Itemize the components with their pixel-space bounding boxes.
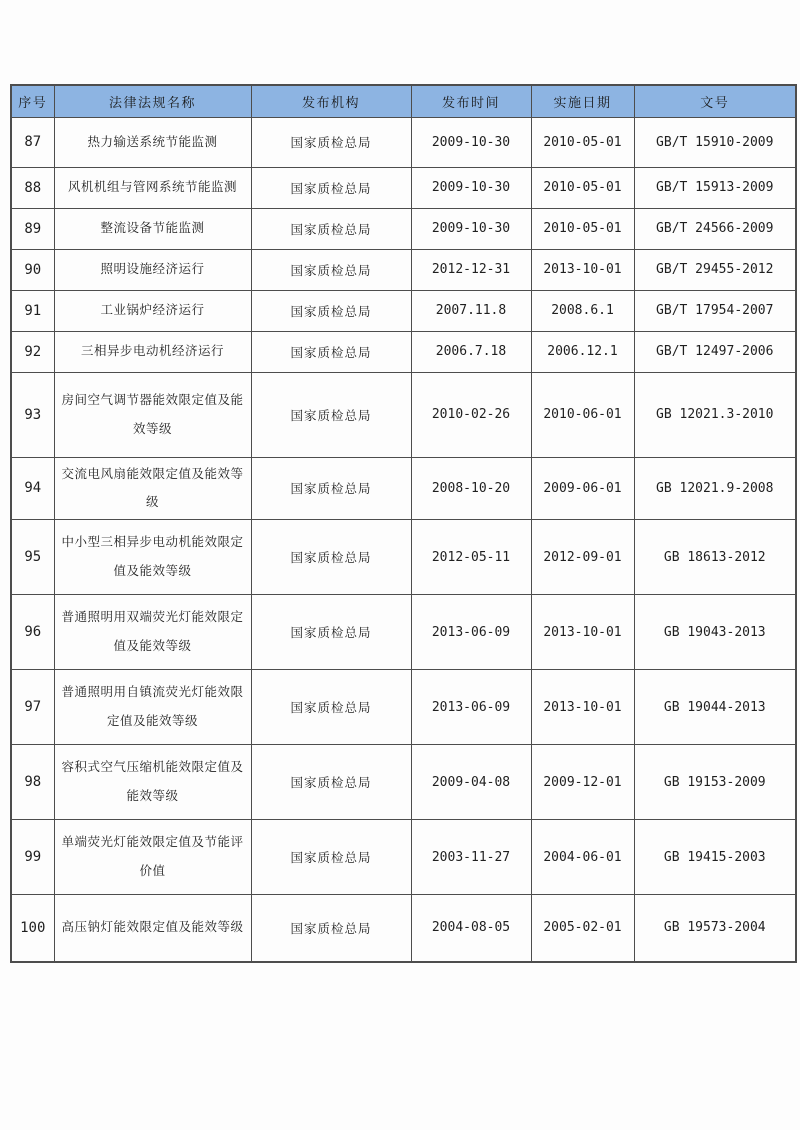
table-row: [11, 290, 796, 331]
cell-impl-date: 2013-10-01: [531, 670, 634, 745]
cell-law-name: 风机机组与管网系统节能监测: [54, 167, 251, 208]
cell-doc-number: GB 12021.9-2008: [634, 457, 796, 520]
cell-serial: 93: [11, 372, 54, 457]
table-row: [11, 208, 796, 249]
cell-agency: 国家质检总局: [251, 670, 411, 745]
cell-impl-date: 2005-02-01: [531, 895, 634, 962]
cell-agency: 国家质检总局: [251, 457, 411, 520]
column-header-doc-number: 文号: [634, 85, 796, 117]
cell-serial: 88: [11, 167, 54, 208]
cell-impl-date: 2009-06-01: [531, 457, 634, 520]
cell-agency: 国家质检总局: [251, 595, 411, 670]
cell-law-name: 照明设施经济运行: [54, 249, 251, 290]
table-row: [11, 167, 796, 208]
table-row: [11, 520, 796, 595]
cell-doc-number: GB/T 15910-2009: [634, 117, 796, 167]
cell-doc-number: GB/T 15913-2009: [634, 167, 796, 208]
cell-doc-number: GB 18613-2012: [634, 520, 796, 595]
column-header-serial: 序号: [11, 85, 54, 117]
cell-impl-date: 2009-12-01: [531, 745, 634, 820]
cell-law-name: 房间空气调节器能效限定值及能效等级: [54, 372, 251, 457]
cell-impl-date: 2010-05-01: [531, 117, 634, 167]
cell-doc-number: GB/T 12497-2006: [634, 331, 796, 372]
cell-publish-date: 2012-05-11: [411, 520, 531, 595]
column-header-agency: 发布机构: [251, 85, 411, 117]
cell-agency: 国家质检总局: [251, 372, 411, 457]
cell-law-name: 普通照明用自镇流荧光灯能效限定值及能效等级: [54, 670, 251, 745]
cell-serial: 94: [11, 457, 54, 520]
cell-impl-date: 2008.6.1: [531, 290, 634, 331]
cell-agency: 国家质检总局: [251, 331, 411, 372]
cell-agency: 国家质检总局: [251, 520, 411, 595]
column-header-law-name: 法律法规名称: [54, 85, 251, 117]
cell-law-name: 容积式空气压缩机能效限定值及能效等级: [54, 745, 251, 820]
cell-impl-date: 2013-10-01: [531, 249, 634, 290]
cell-doc-number: GB 19043-2013: [634, 595, 796, 670]
cell-impl-date: 2013-10-01: [531, 595, 634, 670]
table-row: [11, 249, 796, 290]
cell-publish-date: 2013-06-09: [411, 595, 531, 670]
cell-serial: 89: [11, 208, 54, 249]
cell-agency: 国家质检总局: [251, 745, 411, 820]
cell-doc-number: GB/T 17954-2007: [634, 290, 796, 331]
table-row: [11, 745, 796, 820]
cell-serial: 87: [11, 117, 54, 167]
table-row: [11, 595, 796, 670]
table-row: [11, 820, 796, 895]
cell-doc-number: GB 19415-2003: [634, 820, 796, 895]
cell-doc-number: GB 19153-2009: [634, 745, 796, 820]
cell-law-name: 整流设备节能监测: [54, 208, 251, 249]
cell-publish-date: 2013-06-09: [411, 670, 531, 745]
cell-publish-date: 2007.11.8: [411, 290, 531, 331]
cell-agency: 国家质检总局: [251, 290, 411, 331]
cell-impl-date: 2010-06-01: [531, 372, 634, 457]
cell-serial: 99: [11, 820, 54, 895]
cell-impl-date: 2004-06-01: [531, 820, 634, 895]
cell-publish-date: 2009-10-30: [411, 208, 531, 249]
cell-serial: 95: [11, 520, 54, 595]
cell-law-name: 普通照明用双端荧光灯能效限定值及能效等级: [54, 595, 251, 670]
cell-serial: 98: [11, 745, 54, 820]
column-header-impl-date: 实施日期: [531, 85, 634, 117]
cell-serial: 92: [11, 331, 54, 372]
cell-doc-number: GB/T 24566-2009: [634, 208, 796, 249]
cell-publish-date: 2008-10-20: [411, 457, 531, 520]
cell-serial: 97: [11, 670, 54, 745]
cell-publish-date: 2010-02-26: [411, 372, 531, 457]
cell-law-name: 高压钠灯能效限定值及能效等级: [54, 895, 251, 962]
cell-impl-date: 2010-05-01: [531, 208, 634, 249]
cell-impl-date: 2010-05-01: [531, 167, 634, 208]
cell-agency: 国家质检总局: [251, 208, 411, 249]
table-row: [11, 670, 796, 745]
cell-publish-date: 2004-08-05: [411, 895, 531, 962]
table-row: [11, 372, 796, 457]
cell-doc-number: GB 19573-2004: [634, 895, 796, 962]
cell-agency: 国家质检总局: [251, 895, 411, 962]
regulations-table: [10, 84, 797, 963]
cell-impl-date: 2006.12.1: [531, 331, 634, 372]
cell-law-name: 三相异步电动机经济运行: [54, 331, 251, 372]
cell-law-name: 热力输送系统节能监测: [54, 117, 251, 167]
table-row: [11, 117, 796, 167]
cell-serial: 100: [11, 895, 54, 962]
column-header-publish-date: 发布时间: [411, 85, 531, 117]
table-row: [11, 457, 796, 520]
cell-law-name: 工业锅炉经济运行: [54, 290, 251, 331]
cell-law-name: 中小型三相异步电动机能效限定值及能效等级: [54, 520, 251, 595]
cell-doc-number: GB 19044-2013: [634, 670, 796, 745]
cell-publish-date: 2009-10-30: [411, 167, 531, 208]
cell-serial: 91: [11, 290, 54, 331]
cell-publish-date: 2012-12-31: [411, 249, 531, 290]
table-row: [11, 895, 796, 962]
cell-agency: 国家质检总局: [251, 249, 411, 290]
cell-serial: 96: [11, 595, 54, 670]
cell-agency: 国家质检总局: [251, 820, 411, 895]
header-row: [11, 85, 796, 117]
cell-law-name: 交流电风扇能效限定值及能效等级: [54, 457, 251, 520]
cell-doc-number: GB/T 29455-2012: [634, 249, 796, 290]
cell-publish-date: 2003-11-27: [411, 820, 531, 895]
cell-impl-date: 2012-09-01: [531, 520, 634, 595]
table-row: [11, 331, 796, 372]
cell-agency: 国家质检总局: [251, 117, 411, 167]
cell-law-name: 单端荧光灯能效限定值及节能评价值: [54, 820, 251, 895]
cell-serial: 90: [11, 249, 54, 290]
cell-agency: 国家质检总局: [251, 167, 411, 208]
cell-publish-date: 2009-04-08: [411, 745, 531, 820]
cell-doc-number: GB 12021.3-2010: [634, 372, 796, 457]
cell-publish-date: 2009-10-30: [411, 117, 531, 167]
cell-publish-date: 2006.7.18: [411, 331, 531, 372]
